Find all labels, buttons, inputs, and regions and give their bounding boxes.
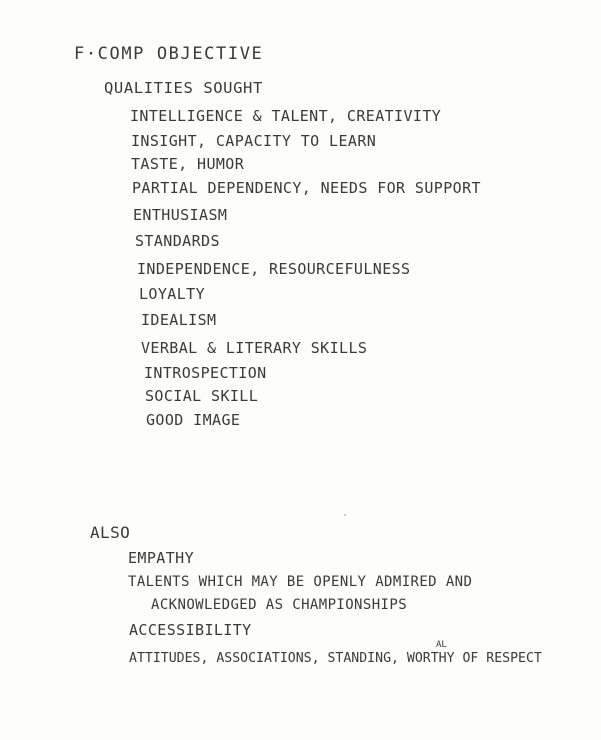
paper-speck xyxy=(344,514,346,516)
quality-item: STANDARDS xyxy=(135,232,220,250)
quality-item: GOOD IMAGE xyxy=(146,411,241,429)
quality-item: IDEALISM xyxy=(141,311,217,329)
also-item: EMPATHY xyxy=(128,549,195,567)
quality-item: INDEPENDENCE, RESOURCEFULNESS xyxy=(137,260,411,278)
also-heading: ALSO xyxy=(90,523,131,542)
quality-item: SOCIAL SKILL xyxy=(145,387,259,405)
page-title: F·COMP OBJECTIVE xyxy=(74,44,264,64)
also-item: TALENTS WHICH MAY BE OPENLY ADMIRED AND xyxy=(128,574,473,590)
qualities-heading: QUALITIES SOUGHT xyxy=(104,79,263,97)
quality-item: PARTIAL DEPENDENCY, NEEDS FOR SUPPORT xyxy=(132,179,481,197)
quality-item: LOYALTY xyxy=(139,285,206,303)
quality-item: INSIGHT, CAPACITY TO LEARN xyxy=(131,132,377,150)
also-item-continuation: ACKNOWLEDGED AS CHAMPIONSHIPS xyxy=(151,597,408,613)
quality-item: INTROSPECTION xyxy=(144,364,267,382)
quality-item: TASTE, HUMOR xyxy=(131,155,245,173)
quality-item: VERBAL & LITERARY SKILLS xyxy=(141,339,368,357)
quality-item: INTELLIGENCE & TALENT, CREATIVITY xyxy=(130,107,442,125)
insertion-mark: AL xyxy=(436,640,447,650)
also-item: ATTITUDES, ASSOCIATIONS, STANDING, WORTHY OF RESPECT xyxy=(129,651,542,666)
also-item: ACCESSIBILITY xyxy=(129,621,252,639)
quality-item: ENTHUSIASM xyxy=(133,206,228,224)
